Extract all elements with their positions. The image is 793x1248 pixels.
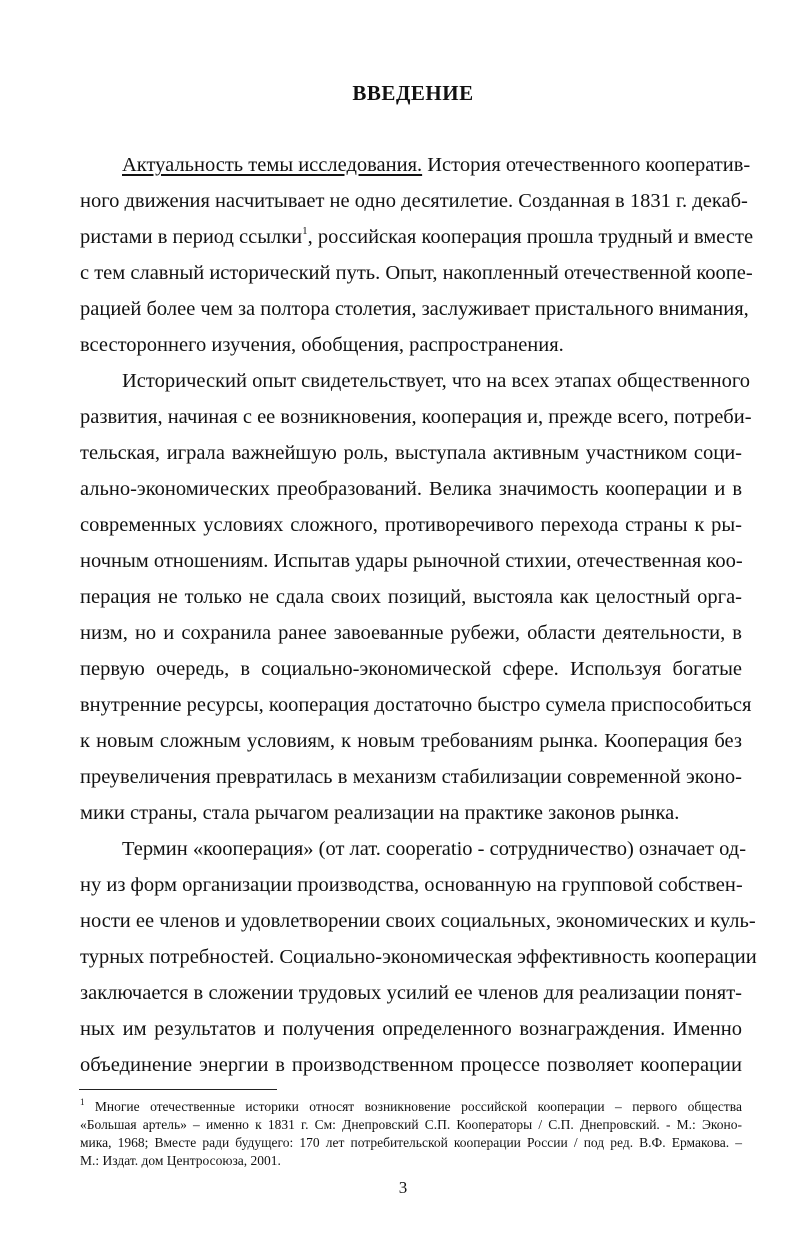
paragraph-3-line: объединение энергии в производственном процессе позволяет кооперации [80, 1054, 742, 1076]
paragraph-2-line: первую очередь, в социально-экономической сфере. Используя богатые [80, 658, 742, 680]
page-title: ВВЕДЕНИЕ [352, 81, 474, 105]
paragraph-2-line: современных условиях сложного, противоречивого перехода страны к ры- [80, 514, 742, 536]
paragraph-3-line: Термин «кооперация» (от лат. cooperatio - сотрудничество) означает од- [122, 838, 747, 860]
paragraph-3-line: ных им результатов и получения определенного вознаграждения. Именно [80, 1018, 742, 1040]
paragraph-1-line-3: ристами в период ссылки$^1$, российская кооперация прошла трудный и вместе [80, 225, 754, 248]
footnote-marker: 1 [80, 1097, 85, 1107]
paragraph-2-line: ночным отношениям. Испытав удары рыночной стихии, отечественная коо- [80, 550, 743, 572]
page-number: 3 [398, 1178, 408, 1197]
paragraph-1-line-6: всестороннего изучения, обобщения, распространения. [80, 334, 564, 356]
paragraph-2-line: преувеличения превратилась в механизм стабилизации современной эконо- [80, 766, 742, 788]
footnote-line-3: мика, 1968; Вместе ради будущего: 170 лет потребительской кооперации России / под ред. В.Ф. Ермакова. – [80, 1135, 742, 1150]
paragraph-2-line: перация не только не сдала своих позиций, выстояла как целостный орга- [80, 586, 742, 608]
paragraph-3-line: турных потребностей. Социально-экономическая эффективность кооперации [80, 946, 757, 968]
paragraph-1-line-2: ного движения насчитывает не одно десятилетие. Созданная в 1831 г. декаб- [80, 190, 748, 212]
footnote-line-1: $^1$ Многие отечественные историки относят возникновение российской кооперации – первого общества [80, 1097, 742, 1114]
paragraph-1-line-5: рацией более чем за полтора столетия, заслуживает пристального внимания, [80, 298, 749, 320]
paragraph-2-line: Исторический опыт свидетельствует, что на всех этапах общественного [122, 370, 750, 392]
footnote-reference[interactable]: 1 [302, 225, 308, 237]
footnote-line-2: «Большая артель» – именно к 1831 г. См: Днепровский С.П. Кооператоры / С.П. Днепровский. - М.: Эконо- [80, 1117, 742, 1132]
paragraph-3-line: ну из форм организации производства, основанную на групповой собствен- [80, 874, 743, 896]
paragraph-2-line: низм, но и сохранила ранее завоеванные рубежи, области деятельности, в [80, 622, 742, 644]
paragraph-1-line-4: с тем славный исторический путь. Опыт, накопленный отечественной коопе- [80, 262, 753, 284]
paragraph-2-line: тельская, играла важнейшую роль, выступала активным участником соци- [80, 442, 742, 464]
paragraph-2-line: к новым сложным условиям, к новым требованиям рынка. Кооперация без [80, 730, 742, 752]
footnote-line-4: М.: Издат. дом Центросоюза, 2001. [80, 1153, 281, 1168]
topic-relevance-heading: Актуальность темы исследования. [122, 154, 423, 176]
footnote-separator [79, 1089, 277, 1090]
paragraph-2-line: внутренние ресурсы, кооперация достаточно быстро сумела приспособиться [80, 694, 752, 716]
paragraph-2-line: мики страны, стала рычагом реализации на практике законов рынка. [80, 802, 680, 824]
paragraph-3-line: заключается в сложении трудовых усилий ее членов для реализации понят- [80, 982, 742, 1004]
paragraph-2-line: ально-экономических преобразований. Велика значимость кооперации и в [80, 478, 742, 500]
paragraph-3-line: ности ее членов и удовлетворении своих социальных, экономических и куль- [80, 910, 756, 932]
paragraph-1-line-1: Актуальность темы исследования. История отечественного кооператив- [122, 154, 751, 176]
paragraph-2-line: развития, начиная с ее возникновения, кооперация и, прежде всего, потреби- [80, 406, 752, 428]
